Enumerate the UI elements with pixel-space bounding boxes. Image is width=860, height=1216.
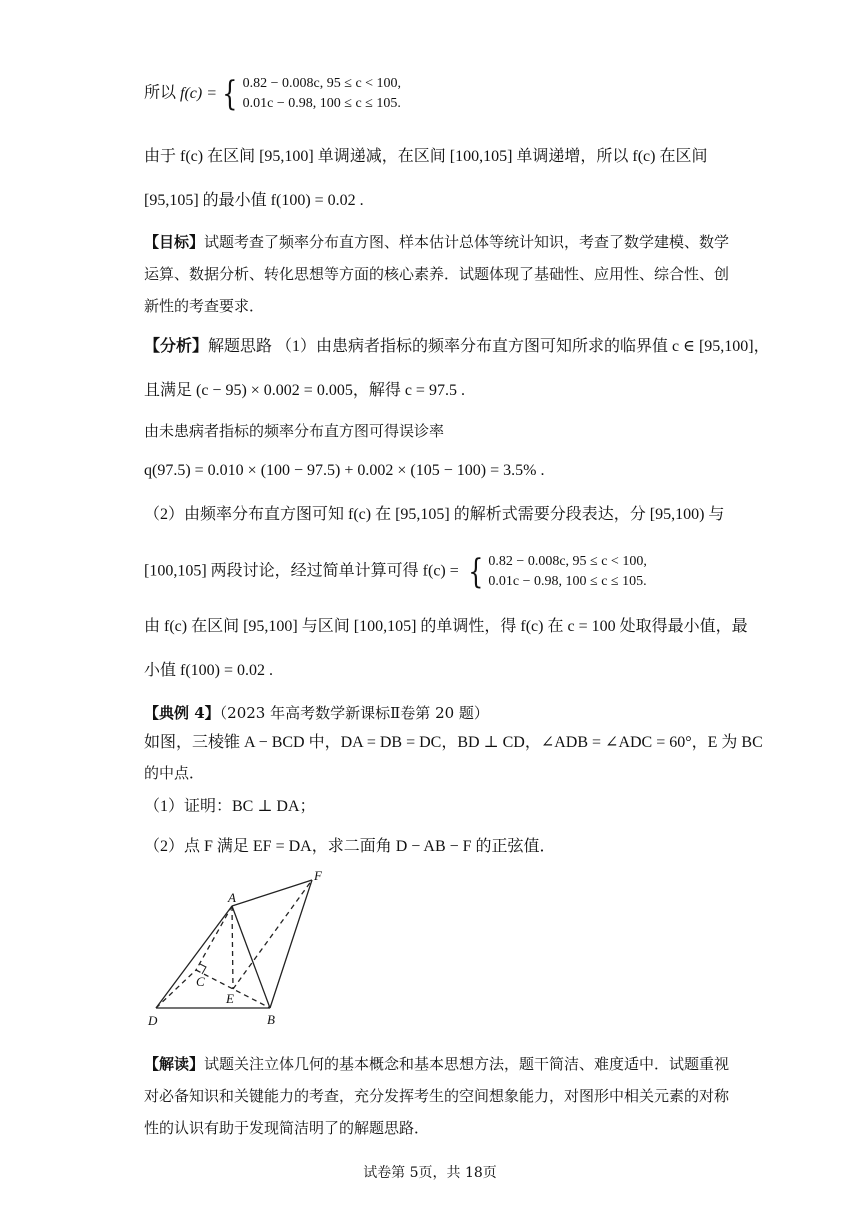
edge-ae: [232, 906, 233, 989]
interpretation-paragraph: [144, 1048, 740, 1144]
text-line: 由 f(c) 在区间 [95,100] 与区间 [100,105] 的单调性，得 f(c) 在 c = 100 处取得最小值，最: [144, 618, 748, 635]
edge-ab: [232, 906, 270, 1008]
question-1: （1）证明：BC ⊥ DA；: [144, 798, 316, 815]
piecewise-function: [463, 552, 647, 592]
example-header: [144, 700, 740, 726]
edge-af: [232, 880, 312, 906]
paragraph-text: 试题关注立体几何的基本概念和基本思想方法，题干简洁、难度适中．试题重视对必备知识和关键能力的考查，充分发挥考生的空间想象能力，对图形中相关元素的对称性的认识有助于发现简洁明了的解题思路．: [144, 1055, 730, 1137]
function-lhs: f(c) =: [180, 85, 218, 102]
label-d: D: [148, 1013, 158, 1028]
question-2: （2）点 F 满足 EF = DA，求二面角 D − AB − F 的正弦值．: [144, 838, 556, 855]
piecewise-line-2: [144, 552, 740, 592]
page-footer: 试卷第 5页，共 18页: [363, 1165, 497, 1181]
goal-paragraph: [144, 226, 740, 322]
case-2: 0.01c − 0.98, 100 ≤ c ≤ 105.: [488, 574, 647, 589]
tetrahedron-figure: [144, 868, 364, 1038]
brace-symbol: {: [468, 552, 484, 592]
label-e: E: [226, 991, 234, 1006]
edge-ac: [196, 906, 232, 970]
section-tag: 【分析】: [144, 338, 209, 355]
text-span: 解题思路 （1）由患病者指标的频率分布直方图可知所求的临界值 c ∈ [95,100]，: [208, 338, 770, 355]
text-line: 由于 f(c) 在区间 [95,100] 单调递减，在区间 [100,105] 单调递增，所以 f(c) 在区间: [144, 148, 708, 165]
label-f: F: [314, 868, 322, 883]
text-line: 小值 f(100) = 0.02 .: [144, 662, 274, 679]
text-prefix: 所以: [144, 84, 181, 102]
case-2: 0.01c − 0.98, 100 ≤ c ≤ 105.: [242, 96, 401, 111]
text-line: 由未患病者指标的频率分布直方图可得误诊率: [144, 422, 445, 440]
case-1: 0.82 − 0.008c, 95 ≤ c < 100,: [242, 76, 402, 91]
edge-ef: [233, 880, 312, 989]
cases-block: [243, 74, 401, 114]
right-angle-mark: [200, 964, 206, 974]
section-tag: 【解读】: [144, 1055, 205, 1073]
cases-block: [488, 552, 646, 592]
paragraph-text: 试题考查了频率分布直方图、样本估计总体等统计知识，考查了数学建模、数学运算、数据分析、转化思想等方面的核心素养．试题体现了基础性、应用性、综合性、创新性的考查要求．: [144, 233, 730, 315]
piecewise-line-1: [144, 74, 740, 114]
edge-da: [156, 906, 232, 1008]
text-line: 且满足 (c − 95) × 0.002 = 0.005，解得 c = 97.5 .: [144, 382, 465, 399]
analysis-line-1: [144, 334, 770, 360]
piecewise-function: [180, 74, 401, 114]
edge-fb: [270, 880, 312, 1008]
text-line: 如图，三棱锥 A − BCD 中，DA = DB = DC，BD ⊥ CD，∠ADB = ∠ADC = 60°，E 为 BC: [144, 734, 763, 751]
brace-symbol: {: [222, 74, 238, 114]
text-line: [95,105] 的最小值 f(100) = 0.02 .: [144, 192, 364, 209]
text-line: q(97.5) = 0.010 × (100 − 97.5) + 0.002 × (105 − 100) = 3.5% .: [144, 462, 545, 479]
case-1: 0.82 − 0.008c, 95 ≤ c < 100,: [488, 554, 647, 569]
text-line: （2）由频率分布直方图可知 f(c) 在 [95,105] 的解析式需要分段表达，分 [95,100) 与: [144, 506, 725, 523]
section-tag: 【目标】: [144, 233, 205, 251]
section-tag: 【典例 4】: [144, 704, 220, 722]
text-prefix: [100,105] 两段讨论，经过简单计算可得 f(c) =: [144, 562, 459, 580]
edge-dc: [156, 970, 196, 1008]
text-line: 的中点．: [144, 764, 205, 782]
label-c: C: [196, 974, 205, 989]
label-a: A: [228, 890, 236, 905]
label-b: B: [267, 1012, 275, 1027]
example-source: （2023 年高考数学新课标Ⅱ卷第 20 题）: [219, 704, 489, 722]
